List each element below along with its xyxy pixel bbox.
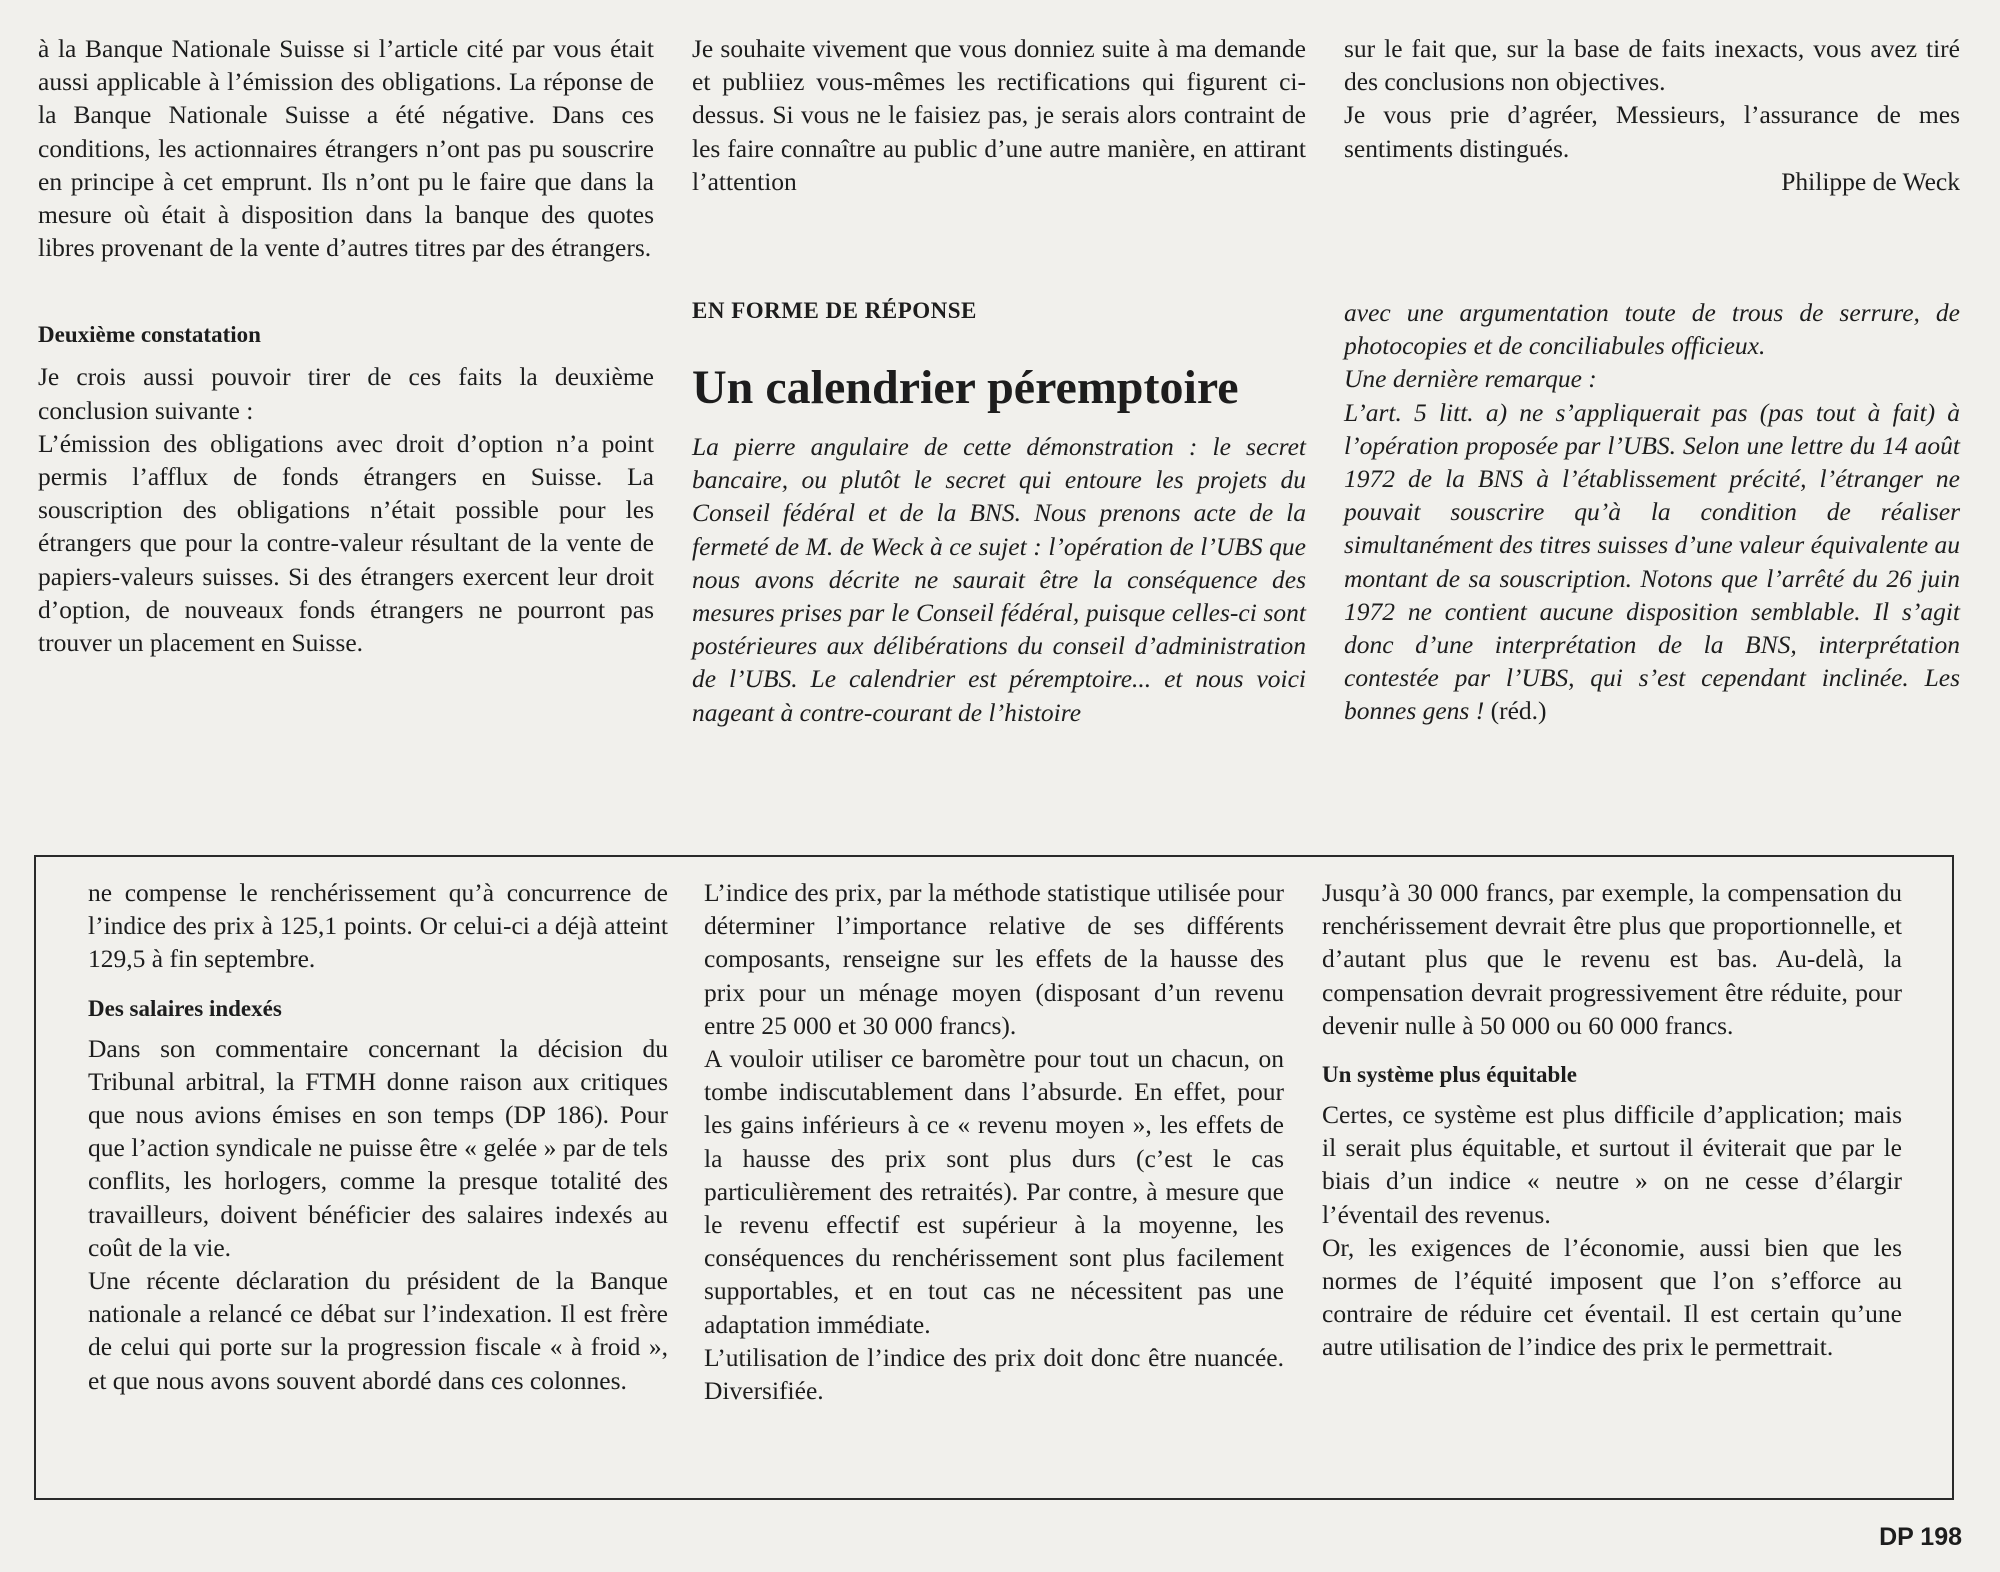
response-column-3	[1344, 296, 1960, 728]
paragraph-text: L’art. 5 litt. a) ne s’appliquerait pas (pas tout à fait) à l’opération proposée par l’UBS. Selon une lettre du 14 août 1972 de la BNS à l’établissement précité, l’étranger ne pouvait souscrire qu’à la condition de réaliser simultanément des titres suisses d’une valeur équivalente au montant de sa souscription. Notons que l’arrêté du 26 juin 1972 ne contient aucune disposition semblable. Il s’agit donc d’une interprétation de la BNS, interprétation contestée par l’UBS, qui s’est cependant inclinée. Les bonnes gens !	[1344, 397, 1960, 726]
paragraph: A vouloir utiliser ce baromètre pour tout un chacun, on tombe indiscutablement dans l’absurde. En effet, pour les gains inférieurs à ce « revenu moyen », les effets de la hausse des prix sont plus durs (c’est le cas particulièrement des retraités). Par contre, à mesure que le revenu effectif est supérieur à la moyenne, les conséquences du renchérissement sont plus facilement supportables, et en tout cas ne nécessitent pas une adaptation immédiate.	[704, 1044, 1284, 1339]
paragraph: sur le fait que, sur la base de faits inexacts, vous avez tiré des conclusions non objectives.	[1344, 34, 1960, 97]
section-heading: Un système plus équitable	[1322, 1062, 1577, 1088]
box-column-1	[88, 876, 668, 1397]
editor-note: (réd.)	[1484, 696, 1547, 726]
paragraph: L’émission des obligations avec droit d’option n’a point permis l’afflux de fonds étrangers en Suisse. La souscription des obligations n’était possible pour les étrangers que pour la contre-valeur résultant de la vente de papiers-valeurs suisses. Si des étrangers exercent leur droit d’option, de nouveaux fonds étrangers ne pourront pas trouver un placement en Suisse.	[38, 428, 654, 658]
paragraph: Jusqu’à 30 000 francs, par exemple, la compensation du renchérissement devrait être plus que proportionnelle, et d’autant plus que le revenu est bas. Au-delà, la compensation devrait progressivement être réduite, pour devenir nulle à 50 000 ou 60 000 francs.	[1322, 878, 1902, 1040]
paragraph: La pierre angulaire de cette démonstration : le secret bancaire, ou plutôt le secret qui entoure les projets du Conseil fédéral et de la BNS. Nous prenons acte de la fermeté de M. de Weck à ce sujet : l’opération de l’UBS que nous avons décrite ne saurait être la conséquence des mesures prises par le Conseil fédéral, puisque celles-ci sont postérieures aux délibérations du conseil d’administration de l’UBS. Le calendrier est péremptoire... et nous voici nageant à contre-courant de l’histoire	[692, 432, 1306, 727]
paragraph: Certes, ce système est plus difficile d’application; mais il serait plus équitable, et surtout il éviterait que par le biais d’un indice « neutre » on ne cesse d’élargir l’éventail des revenus.	[1322, 1100, 1902, 1229]
response-column-2	[692, 430, 1306, 729]
paragraph: Je souhaite vivement que vous donniez suite à ma demande et publiiez vous-mêmes les rectifications qui figurent ci-dessus. Si vous ne le faisiez pas, je serais alors contraint de les faire connaître au public d’une autre manière, en attirant l’attention	[692, 34, 1306, 196]
letter-column-1	[38, 32, 654, 659]
page-label: DP 198	[1879, 1523, 1962, 1551]
article-headline: Un calendrier péremptoire	[692, 361, 1239, 414]
paragraph: Or, les exigences de l’économie, aussi bien que les normes de l’équité imposent que l’on s’efforce au contraire de réduire cet éventail. Il est certain qu’une autre utilisation de l’indice des prix le permettrait.	[1322, 1232, 1902, 1362]
paragraph: L’utilisation de l’indice des prix doit donc être nuancée. Diversifiée.	[704, 1342, 1284, 1406]
box-column-2	[704, 876, 1284, 1407]
paragraph: Je vous prie d’agréer, Messieurs, l’assurance de mes sentiments distingués.	[1344, 100, 1960, 163]
box-column-3	[1322, 876, 1902, 1364]
paragraph: ne compense le renchérissement qu’à concurrence de l’indice des prix à 125,1 points. Or celui-ci a déjà atteint 129,5 à fin septembre.	[88, 878, 668, 974]
section-heading: Deuxième constatation	[38, 322, 261, 348]
section-heading: Des salaires indexés	[88, 995, 282, 1021]
paragraph: à la Banque Nationale Suisse si l’article cité par vous était aussi applicable à l’émission des obligations. La réponse de la Banque Nationale Suisse a été négative. Dans ces conditions, les actionnaires étrangers n’ont pas pu souscrire en principe à cet emprunt. Ils n’ont pu le faire que dans la mesure où était à disposition dans la banque des quotes libres provenant de la vente d’autres titres par des étrangers.	[38, 34, 654, 263]
paragraph: L’indice des prix, par la méthode statistique utilisée pour déterminer l’importance relative de ses différents composants, renseigne sur les effets de la hausse des prix pour un ménage moyen (disposant d’un revenu entre 25 000 et 30 000 francs).	[704, 878, 1284, 1040]
paragraph	[1344, 396, 1960, 728]
paragraph: avec une argumentation toute de trous de serrure, de photocopies et de conciliabules officieux.	[1344, 298, 1960, 361]
article-kicker: EN FORME DE RÉPONSE	[692, 298, 977, 323]
paragraph: Une dernière remarque :	[1344, 364, 1597, 394]
paragraph: Une récente déclaration du président de la Banque nationale a relancé ce débat sur l’indexation. Il est frère de celui qui porte sur la progression fiscale « à froid », et que nous avons souvent abordé dans ces colonnes.	[88, 1266, 668, 1395]
letter-column-2	[692, 32, 1306, 198]
signature: Philippe de Weck	[1781, 166, 1960, 196]
paragraph: Je crois aussi pouvoir tirer de ces faits la deuxième conclusion suivante :	[38, 362, 654, 425]
letter-column-3	[1344, 32, 1960, 198]
paragraph: Dans son commentaire concernant la décision du Tribunal arbitral, la FTMH donne raison aux critiques que nous avions émises en son temps (DP 186). Pour que l’action syndicale ne puisse être « gelée » par de tels conflits, les horlogers, comme la presque totalité des travailleurs, doivent bénéficier des salaires indexés au coût de la vie.	[88, 1033, 668, 1262]
